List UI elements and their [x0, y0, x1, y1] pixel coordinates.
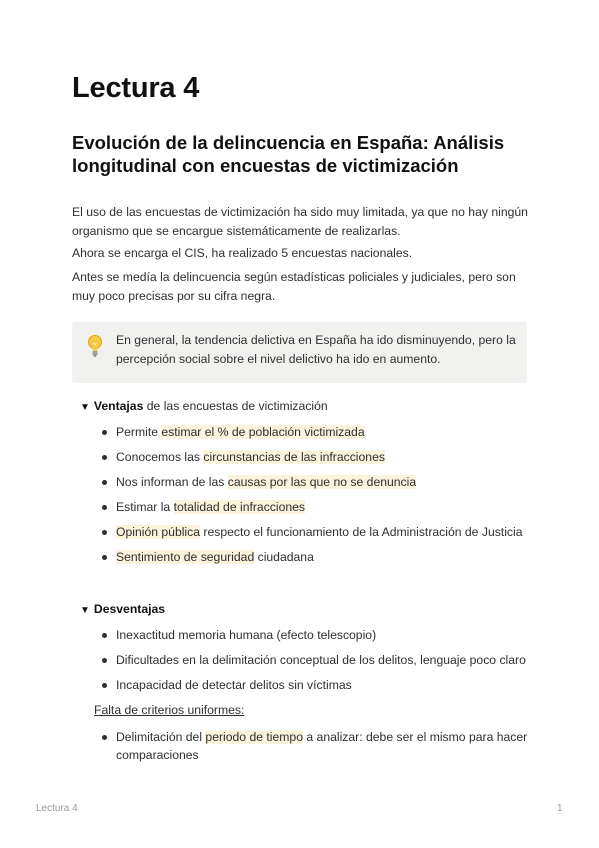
toggle-title: Ventajas — [93, 399, 144, 413]
page-title: Lectura 4 — [72, 72, 200, 104]
list-item: Delimitación del periodo de tiempo a analizar: debe ser el mismo para hacer comparaciones — [100, 728, 530, 764]
toggle-title: Desventajas — [93, 602, 166, 616]
section-heading: Evolución de la delincuencia en España: Análisis longitudinal con encuestas de victimización — [72, 132, 505, 176]
list-item: Opinión pública respecto el funcionamiento de la Administración de Justicia — [100, 523, 540, 541]
paragraph: Ahora se encarga el CIS, ha realizado 5 encuestas nacionales. — [72, 246, 413, 260]
criterios-list — [100, 728, 530, 764]
toggle-rest: de las encuestas de victimización — [143, 399, 328, 413]
triangle-down-icon: ▼ — [80, 605, 90, 616]
desventajas-list — [100, 626, 540, 694]
ventajas-toggle[interactable] — [80, 399, 328, 413]
list-item: Conocemos las circunstancias de las infracciones — [100, 448, 540, 466]
callout-box — [72, 322, 527, 383]
footer-title: Lectura 4 — [36, 803, 78, 814]
sublabel: Falta de criterios uniformes: — [94, 703, 245, 717]
list-item: Dificultades en la delimitación conceptual de los delitos, lenguaje poco claro — [100, 651, 540, 669]
paragraph: Antes se medía la delincuencia según estadísticas policiales y judiciales, pero son muy poco precisas por su cifra negra. — [72, 270, 516, 303]
list-item: Nos informan de las causas por las que no se denuncia — [100, 473, 540, 491]
list-item: Inexactitud memoria humana (efecto telescopio) — [100, 626, 540, 644]
lightbulb-icon — [86, 334, 104, 358]
page-number: 1 — [557, 803, 563, 814]
paragraph: El uso de las encuestas de victimización ha sido muy limitada, ya que no hay ningún organismo que se encargue sistemáticamente de realizarlas. — [72, 205, 528, 238]
list-item: Incapacidad de detectar delitos sin víctimas — [100, 676, 540, 694]
list-item: Estimar la totalidad de infracciones — [100, 498, 540, 516]
callout-text: En general, la tendencia delictiva en España ha ido disminuyendo, pero la percepción social sobre el nivel delictivo ha ido en aumento. — [116, 333, 516, 366]
list-item: Sentimiento de seguridad ciudadana — [100, 548, 540, 566]
desventajas-toggle[interactable] — [80, 602, 165, 616]
list-item: Permite estimar el % de población victimizada — [100, 423, 540, 441]
ventajas-list — [100, 423, 540, 566]
triangle-down-icon: ▼ — [80, 402, 90, 413]
